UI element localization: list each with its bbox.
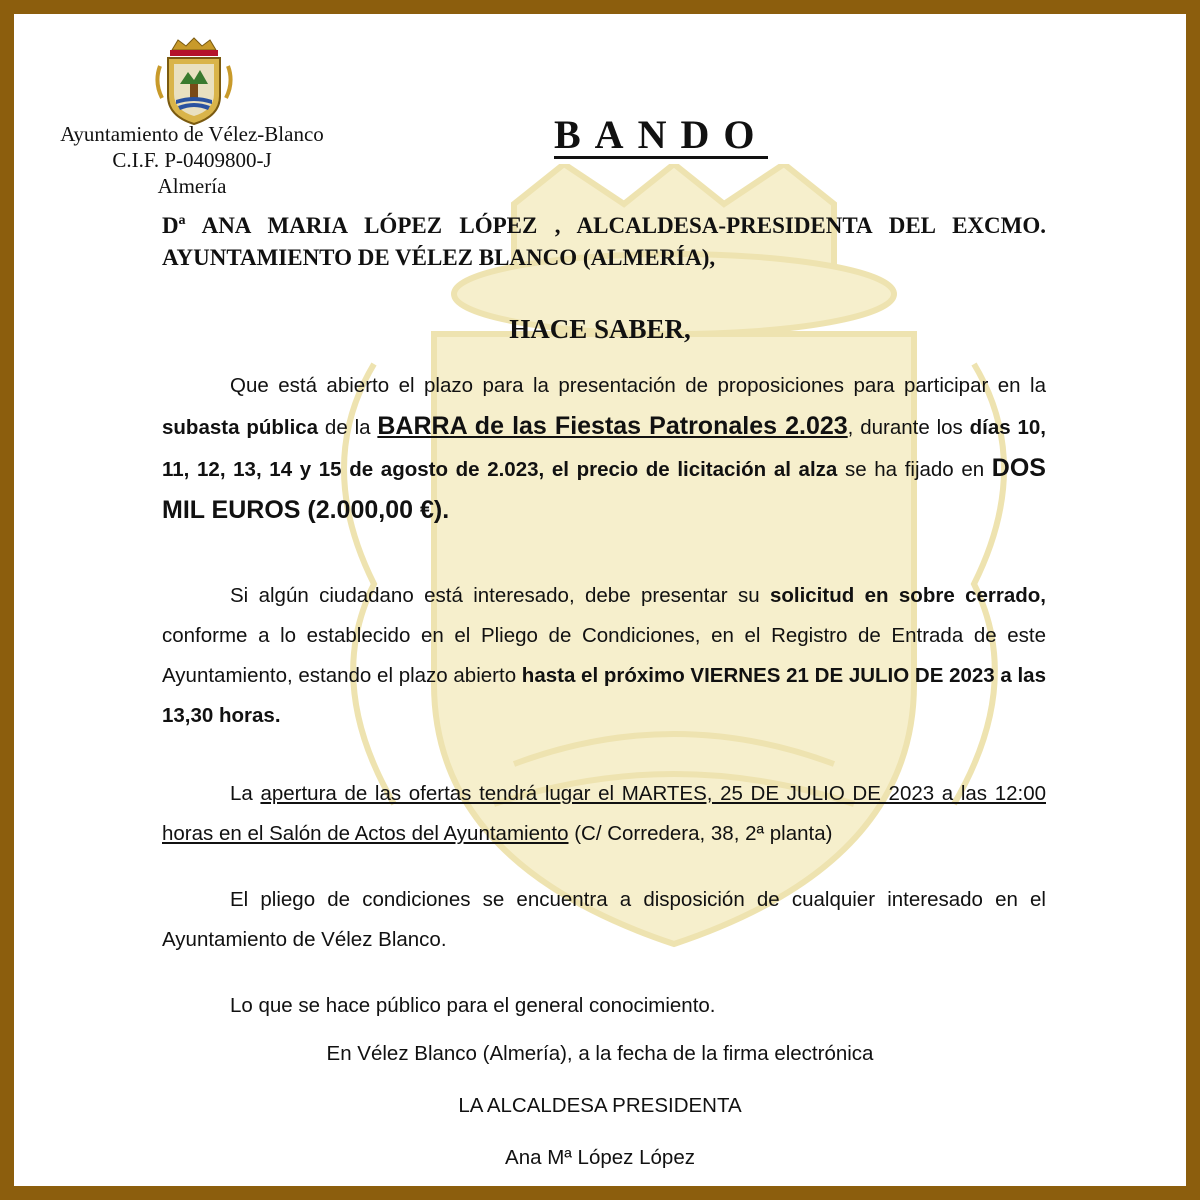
p1-text-c: de la xyxy=(318,416,378,439)
p1-price: DOS MIL EUROS (2.000,00 €). xyxy=(162,454,1046,524)
entity-block xyxy=(14,121,370,199)
entity-cif: C.I.F. P-0409800-J xyxy=(112,148,272,172)
p2-text-c: conforme a lo establecido en el Pliego de Condiciones, en el Registro de Entrada de este Ayuntamiento, estando el plazo abierto xyxy=(162,624,1046,687)
paragraph-subasta xyxy=(162,366,1046,532)
p1-text-e: , durante los xyxy=(847,416,970,439)
p3-underlined-apertura: apertura de las ofertas tendrá lugar el MARTES, 25 DE JULIO DE 2023 a las 12:00 horas en el Salón de Actos del Ayuntamiento xyxy=(162,782,1046,845)
p1-barra-title: BARRA de las Fiestas Patronales 2.023 xyxy=(377,412,848,440)
entity-province: Almería xyxy=(157,174,227,198)
p2-bold-sobre: solicitud en sobre cerrado, xyxy=(769,584,1046,607)
hace-saber-heading: HACE SABER, xyxy=(509,314,691,344)
p1-text-g: se ha fijado en xyxy=(837,458,992,481)
p1-bold-subasta: subasta pública xyxy=(162,416,319,439)
entity-name: Ayuntamiento de Vélez-Blanco xyxy=(60,122,324,146)
paragraph-apertura xyxy=(162,774,1046,854)
closing-signer: Ana Mª López López xyxy=(505,1146,695,1169)
paragraph-publico: Lo que se hace público para el general conocimiento. xyxy=(230,994,716,1017)
p2-bold-deadline: hasta el próximo VIERNES 21 DE JULIO DE 2023 a las 13,30 horas. xyxy=(162,664,1046,727)
closing-role: LA ALCALDESA PRESIDENTA xyxy=(458,1094,742,1117)
p4-text: El pliego de condiciones se encuentra a disposición de cualquier interesado en el Ayuntamiento de Vélez Blanco. xyxy=(162,888,1046,951)
p3-text-a: La xyxy=(230,782,261,805)
coat-of-arms-logo xyxy=(154,36,234,128)
p1-bold-dates: días 10, 11, 12, 13, 14 y 15 de agosto de 2.023, el precio de licitación al alza xyxy=(162,416,1047,481)
closing-place-date: En Vélez Blanco (Almería), a la fecha de la firma electrónica xyxy=(326,1042,874,1065)
mayor-heading: Dª ANA MARIA LÓPEZ LÓPEZ , ALCALDESA-PRESIDENTA DEL EXCMO. AYUNTAMIENTO DE VÉLEZ BLANCO (ALMERÍA), xyxy=(162,213,1046,270)
p1-text-a: Que está abierto el plazo para la presentación de proposiciones para participar en la xyxy=(230,374,1046,397)
page-title: BANDO xyxy=(554,112,769,157)
paragraph-solicitud xyxy=(162,576,1046,736)
p3-text-c: (C/ Corredera, 38, 2ª planta) xyxy=(568,822,833,845)
paragraph-pliego xyxy=(162,880,1046,960)
p2-text-a: Si algún ciudadano está interesado, debe presentar su xyxy=(230,584,770,607)
